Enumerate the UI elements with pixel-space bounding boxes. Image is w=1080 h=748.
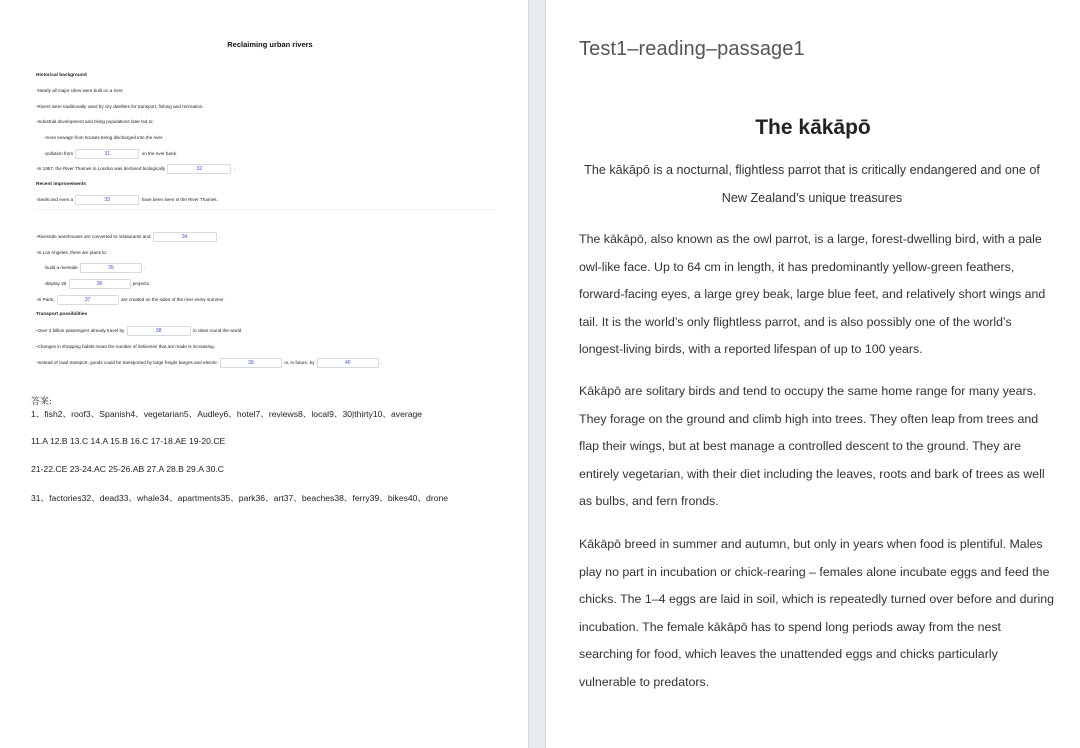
paris-prefix: -In Paris,	[36, 297, 55, 302]
passage-page	[546, 0, 1080, 748]
passage-header: Test1–reading–passage1	[579, 38, 805, 60]
passengers-suffix: in cities round the world.	[192, 328, 243, 333]
heading-transport: Transport possibilities	[36, 312, 88, 317]
line-passengers	[36, 326, 242, 336]
passage-subtitle: The kākāpō is a nocturnal, flightless parrot that is critically endangered and one of New Zealand’s unique treasures	[584, 163, 1040, 205]
thames-prefix: -In 1957, the River Thames in London was declared biologically	[36, 166, 166, 171]
pollution-suffix: on the river bank.	[141, 151, 178, 156]
answer-box-39[interactable]: 39	[220, 358, 282, 368]
answer-box-31[interactable]: 31	[75, 149, 139, 159]
answers-line-1: 1、fish2、roof3、Spanish4、vegetarian5、Audley6、hotel7、reviews8、local9、30|thirty10、average	[31, 409, 423, 419]
warehouses-prefix: -Riverside warehouses are converted to restaurants and	[36, 234, 151, 239]
line-major-cities: -Nearly all major cities were built on a river.	[36, 88, 124, 93]
display-suffix: projects.	[132, 281, 151, 286]
heading-historical: Historical background	[36, 73, 87, 78]
answers-label: 答案:	[31, 397, 53, 407]
passengers-prefix: -Over 2 billion passengers already travel by	[36, 328, 125, 333]
line-display	[44, 279, 150, 289]
paris-suffix: are created on the sides of the river every summer.	[120, 297, 225, 302]
line-thames	[36, 164, 235, 174]
thames-suffix: .	[233, 166, 235, 171]
line-traditionally: -Rivers were traditionally used by city dwellers for transport, fishing and recreation.	[36, 104, 204, 109]
line-pollution	[44, 149, 177, 159]
answer-box-33[interactable]: 33	[75, 195, 139, 205]
line-seals	[36, 195, 218, 205]
pollution-prefix: -pollution from	[44, 151, 74, 156]
seals-prefix: -Seals and even a	[36, 197, 74, 202]
line-sewage: -more sewage from houses being discharged into the river	[44, 135, 163, 140]
answers-line-2: 11.A 12.B 13.C 14.A 15.B 16.C 17-18.AE 19-20.CE	[31, 436, 226, 446]
heading-recent: Recent improvements	[36, 182, 87, 187]
line-paris	[36, 295, 225, 305]
line-los-angeles: -In Los Angeles, there are plans to:	[36, 250, 108, 255]
page-break-divider	[34, 209, 496, 210]
answer-box-35[interactable]: 35	[80, 263, 142, 273]
answer-box-40[interactable]: 40	[317, 358, 379, 368]
passage-paragraph-2: Kākāpō are solitary birds and tend to occupy the same home range for many years. They forage on the ground and climb high into trees. They often leap from trees and flap their wings, but at best manage a controlled descent to the ground. They are entirely vegetarian, with their diet including the leaves, roots and bark of trees as well as bulbs, and fern fronds.	[579, 384, 1045, 509]
answers-line-3: 21-22.CE 23-24.AC 25-26.AB 27.A 28.B 29.A 30.C	[31, 464, 225, 474]
worksheet-title: Reclaiming urban rivers	[227, 40, 313, 49]
answer-box-34[interactable]: 34	[153, 232, 217, 242]
road-prefix: -Instead of road transport, goods could be transported by large freight barges and electric	[36, 360, 218, 365]
road-middle: or, in future, by	[284, 360, 315, 365]
line-shopping: -Changes in shopping habits mean the number of deliveries that are made is increasing.	[36, 344, 216, 349]
line-warehouses	[36, 232, 220, 242]
build-suffix: .	[144, 265, 146, 270]
road-suffix: .	[381, 360, 383, 365]
passage-title: The kākāpō	[755, 116, 871, 139]
page-gutter	[528, 0, 546, 748]
line-road-transport	[36, 358, 382, 368]
passage-paragraph-1: The kākāpō, also known as the owl parrot, is a large, forest-dwelling bird, with a pale owl-like face. Up to 64 cm in length, it has predominantly yellow-green feathers, forward-facing eyes, a large grey beak, large blue feet, and relatively short wings and tail. It is the world’s only flightless parrot, and is also possibly one of the world’s longest-living birds, with a reported lifespan of up to 100 years.	[579, 232, 1046, 357]
build-prefix: -build a riverside	[44, 265, 78, 270]
warehouses-suffix: .	[218, 234, 221, 239]
worksheet-page	[0, 0, 528, 748]
seals-suffix: have been seen in the River Thames.	[141, 197, 218, 202]
passage-paragraph-3: Kākāpō breed in summer and autumn, but only in years when food is plentiful. Males play no part in incubation or chick-rearing – females alone incubate eggs and feed the chicks. The 1–4 eggs are laid in soil, which is repeatedly turned over before and during incubation. The female kākāpō has to spend long periods away from the nest searching for food, which leaves the unattended eggs and chicks particularly vulnerable to predators.	[579, 537, 1055, 689]
answer-box-36[interactable]: 36	[69, 279, 131, 289]
line-build	[44, 263, 146, 273]
answers-line-4: 31、factories32、dead33、whale34、apartments35、park36、art37、beaches38、ferry39、bikes40、drone	[31, 493, 449, 503]
display-prefix: -display 36	[44, 281, 67, 286]
answer-box-32[interactable]: 32	[167, 164, 231, 174]
line-industrial: -Industrial development and rising populations later led to:	[36, 119, 154, 124]
answer-box-38[interactable]: 38	[127, 326, 191, 336]
answer-box-37[interactable]: 37	[57, 295, 119, 305]
